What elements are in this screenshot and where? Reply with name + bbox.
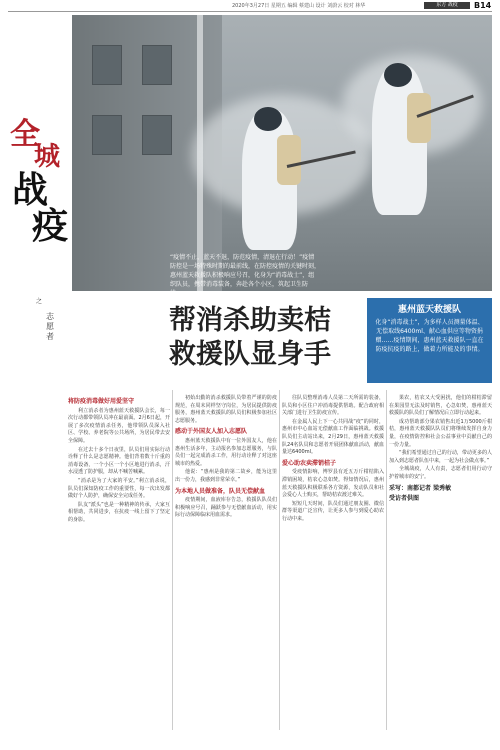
title-subtag: 志愿者 bbox=[46, 312, 54, 341]
headline-line: 帮消杀助卖桔 bbox=[169, 305, 331, 336]
title-char: 城 bbox=[34, 142, 61, 172]
sprayer-tank bbox=[277, 135, 301, 185]
article-paragraph: 在过去十多个日夜里，队员们用实际行动诠释了什么是志愿精神。他们背着数十斤重的消毒设备，一个小区一个小区地进行消杀，汗水浸透了防护服，却从不喊苦喊累。 bbox=[68, 446, 170, 476]
article-paragraph: 利立消杀者为惠州蓝天救援队会长，每一次行动都带领队员冲在最前面。2月6日起，开展了多次疫情消杀任务，他带领队员深入社区、学校、养老院等公共场所，为居民带去安全保障。 bbox=[68, 407, 170, 444]
issue-meta: 2020年3月27日 星期五 编辑 蔡建山 设计 刘蔚云 校对 林华 bbox=[232, 3, 366, 9]
gas-mask bbox=[384, 63, 412, 87]
column-divider bbox=[172, 390, 173, 730]
column-divider bbox=[279, 390, 280, 730]
article-paragraph: 往队员整理消毒人员第二天所需的装备，队员和小区住户冲消毒提供帮助。配合政府相关部门进行卫生防疫宣传。 bbox=[282, 395, 384, 417]
section-tag: 东方 战疫 bbox=[424, 2, 470, 9]
page-number: B14 bbox=[474, 1, 492, 10]
article-paragraph: 初始出勤的消杀救援队员带着严谨的防疫规范，在周末同样坚守岗位，为居民提供防疫服务，惠州蓝天救援队的队员们积极参加社区志愿服务。 bbox=[175, 395, 277, 424]
summary-title: 惠州蓝天救援队 bbox=[397, 305, 461, 315]
article-paragraph: “消杀是为了大家的平安。”利立消杀说，队员们深知防疫工作的重要性，每一次出发都做好个人防护，确保安全完成任务。 bbox=[68, 477, 170, 500]
article-column-2 bbox=[175, 395, 277, 521]
article-paragraph: 队友“派头”也是一种精神的传承，大家互相帮助，共同进步，在抗疫一线上留下了坚定的身影。 bbox=[68, 501, 170, 523]
summary-box bbox=[367, 298, 492, 383]
title-connector: 之 bbox=[36, 298, 43, 305]
section-heading: 爱心助农卖滞销桔子 bbox=[282, 459, 337, 467]
headline-line: 救援队显身手 bbox=[169, 339, 331, 370]
title-char: 全 bbox=[10, 117, 40, 152]
window bbox=[92, 115, 122, 155]
section-heading: 将防疫消毒做好用爱坚守 bbox=[68, 398, 135, 405]
article-column-3 bbox=[282, 395, 384, 525]
article-paragraph: 短短几天时间，队员们通过朋友圈、微信群等渠道广泛宣传，让更多人参与到爱心助农行动中来。 bbox=[282, 500, 384, 522]
article-paragraph: 成功帮助部分果农销售出近1万5000斤柑桔，惠州蓝天救援队队员们将继续发挥自身力量，在疫情防控和社会公益事业中贡献自己的一份力量。 bbox=[389, 418, 492, 448]
window bbox=[142, 115, 172, 155]
title-char: 战 bbox=[12, 169, 49, 211]
article-paragraph: 果农，桔农又大受困扰，他们的柑桔滞留在果园里无法及时销售，心急如焚，惠州蓝天救援队的队员们了解情况后立即行动起来。 bbox=[389, 395, 492, 417]
article-column-1 bbox=[68, 395, 170, 526]
section-heading: 感动于外国友人加入志愿队 bbox=[175, 428, 248, 436]
summary-text: 化身“消毒战士”，为多样人员测量体温、无偿取线6400ml、献心血供应等物资捐赠……疫情期间，惠州蓝天救援队一直在防疫抗疫的路上，做着力所能及的事情。 bbox=[375, 319, 484, 353]
window bbox=[142, 45, 172, 85]
section-heading: 为本地人员做准备，队员无偿献血 bbox=[175, 487, 266, 495]
article-paragraph: 惠州蓝天救援队中有一位外国友人，他在惠州生活多年，主动报名参加志愿服务，与队员们一起完成消杀工作，用行动诠释了对这座城市的热爱。 bbox=[175, 437, 277, 467]
sprayer-tank bbox=[407, 93, 431, 143]
page-header bbox=[0, 0, 500, 11]
header-divider bbox=[8, 11, 492, 12]
title-char: 疫 bbox=[32, 205, 69, 247]
article-paragraph: 全城战疫，人人有责，志愿者们用行动守护着城市的安宁。 bbox=[389, 466, 492, 480]
window bbox=[92, 45, 122, 85]
byline-author: 采写：南都记者 梁秀敏 bbox=[389, 484, 452, 492]
article-paragraph: 他说：“惠州是我的第二故乡，能为这里出一份力，我感到非常荣幸。” bbox=[175, 469, 277, 483]
article-paragraph: 在金属人民上下一心共同战“疫”的同时，惠州市中心血站无偿献血工作面临挑战。救援队员们主动站出来，2月29日，惠州蓝天救援队24名队员和志愿者开展团体献血活动，献血量达6400ml。 bbox=[282, 418, 384, 456]
column-divider bbox=[386, 390, 387, 730]
article-paragraph: 疫情期间，血液库存告急，救援队队员们积极响应号召，踊跃参与无偿献血活动，用实际行动保障临床用血需求。 bbox=[175, 497, 277, 519]
main-headline bbox=[150, 304, 350, 372]
article-column-4 bbox=[389, 395, 492, 504]
byline-photo-credit: 受访者供图 bbox=[389, 495, 420, 503]
article-paragraph: 受疫情影响，博罗县有近五万斤柑桔陷入滞销困境，桔农心急如焚。得知情况后，惠州蓝天救援队积极联系各方资源，发动队员和社会爱心人士购买，帮助桔农渡过难关。 bbox=[282, 469, 384, 499]
lead-photo bbox=[72, 15, 492, 291]
column-title bbox=[8, 117, 69, 360]
article-paragraph: “我们希望通过自己的行动，带动更多的人加入到志愿者队伍中来，一起为社会做点事。” bbox=[389, 450, 492, 464]
photo-caption: “疫情不止，蓝天不退，防范疫情，清退在行动！”疫情防控是一场特殊时期的最前线，在防控疫情的关键时刻，惠州蓝天救援队积极响应号召，化身为“消毒战士”，组织队员，携带消毒装备，奔赴各个小区，筑起卫生防线…… bbox=[170, 254, 321, 297]
gas-mask bbox=[254, 107, 282, 131]
